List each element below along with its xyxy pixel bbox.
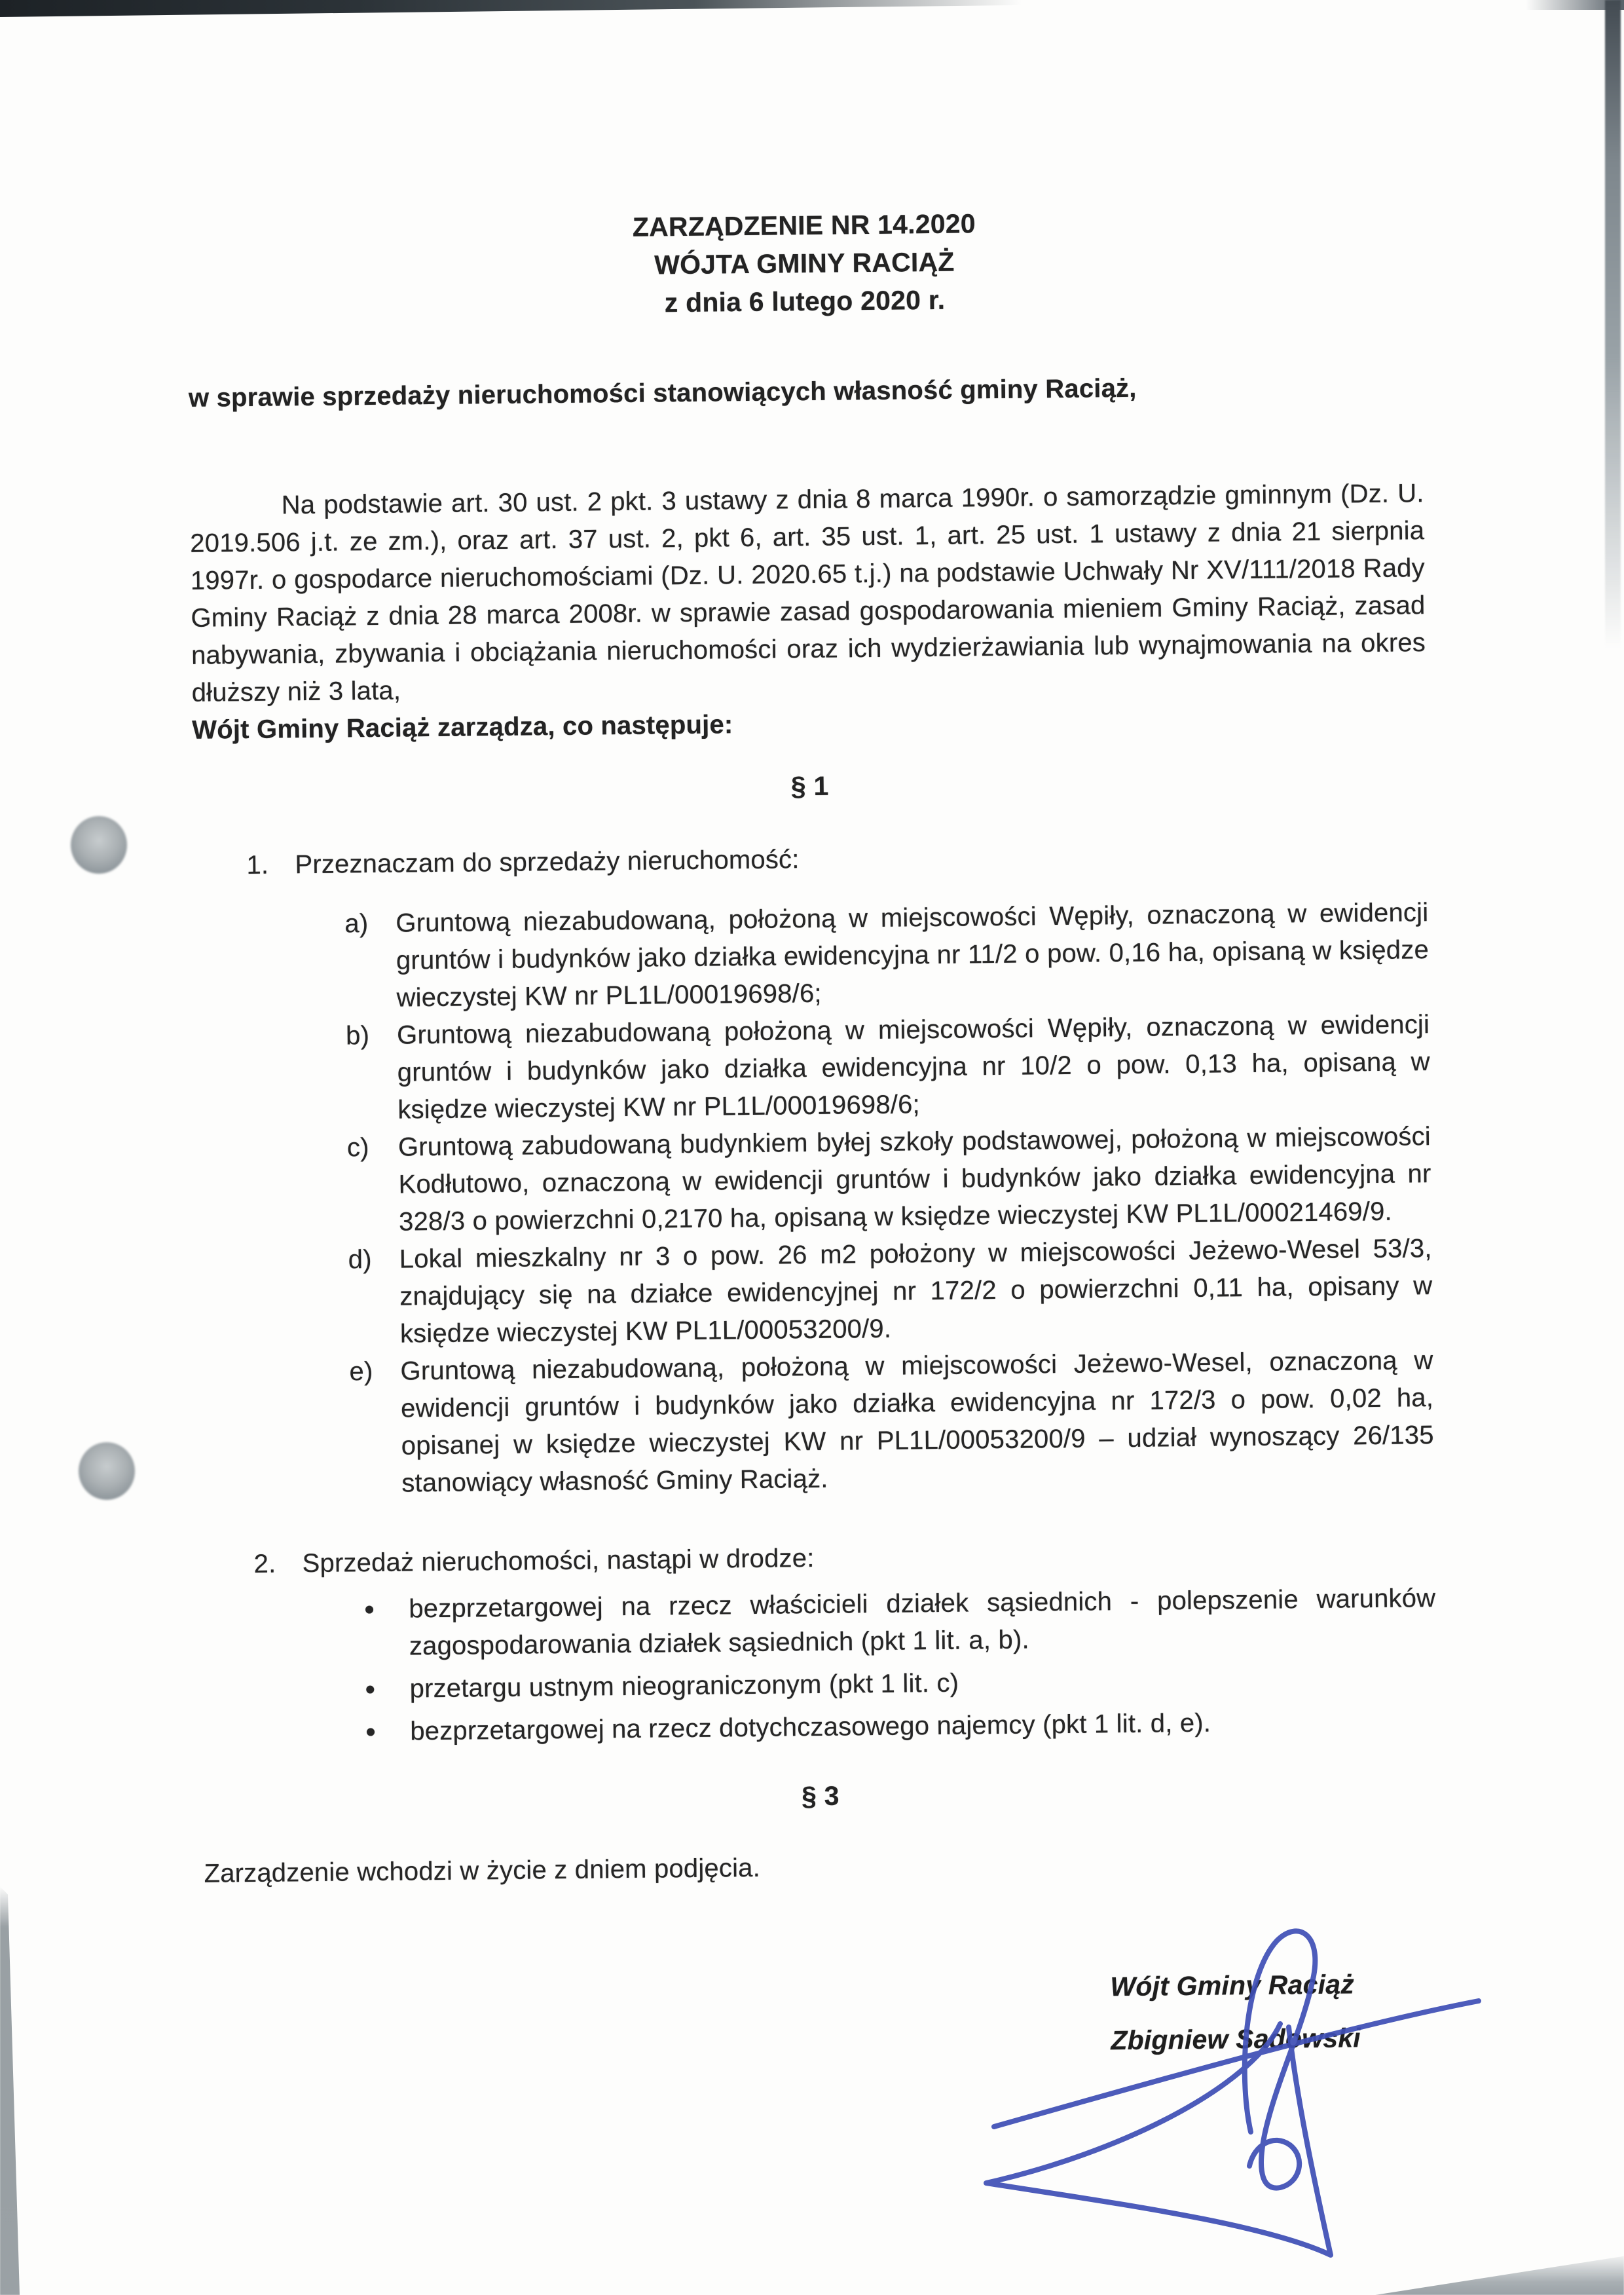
document-body — [187, 200, 1439, 1916]
list-item-e — [198, 1342, 1434, 1504]
point-2-label: 2. — [253, 1549, 276, 1578]
section-1-heading: § 1 — [790, 770, 829, 802]
list-item-a-text: Gruntową niezabudowaną, położoną w miejscowości Wępiły, oznaczoną w ewidencji gruntów i budynków jako działka ewidencyjna nr 11/2 o pow. 0,16 ha, opisaną w księdze wieczystej KW nr PL1L/00019698/6; — [396, 898, 1430, 1013]
list-item-b-text: Gruntową niezabudowaną położoną w miejscowości Wępiły, oznaczoną w ewidencji gruntów i budynków jako działka ewidencyjna nr 10/2 o pow. 0,13 ha, opisaną w księdze wieczystej KW nr PL1L/00019698/6; — [396, 1010, 1430, 1125]
numbered-point-2 — [200, 1533, 1435, 1584]
ordering-clause: Wójt Gminy Raciąż zarządza, co następuje: — [192, 710, 733, 745]
bullet-dot-icon: • — [364, 1594, 375, 1626]
list-item-d-label: d) — [348, 1245, 372, 1275]
list-item-d-text: Lokal mieszkalny nr 3 o pow. 26 m2 położony w miejscowości Jeżewo-Wesel 53/3, znajdujący się na działce ewidencyjnej nr 172/2 o powierzchni 0,11 ha, opisany w księdze wieczystej KW PL1L/00053200/9. — [399, 1234, 1433, 1349]
hole-punch-mark — [71, 816, 127, 874]
signatory-name: Zbigniew Sadowski — [1111, 2023, 1361, 2056]
title-line-authority: WÓJTA GMINY RACIĄŻ — [654, 246, 955, 280]
point-1-label: 1. — [246, 850, 269, 880]
list-item-b — [195, 1006, 1431, 1131]
bullet-item-3 — [202, 1702, 1437, 1753]
list-item-e-text: Gruntową niezabudowaną, położoną w miejscowości Jeżewo-Wesel, oznaczoną w ewidencji gruntów i budynków jako działka ewidencyjna nr 172/3 o pow. 0,02 ha, opisanej w księdze wieczystej KW nr PL1L/00053200/9 – udział wynoszący 26/135 stanowiący własność Gminy Raciąż. — [400, 1346, 1434, 1498]
list-item-e-label: e) — [349, 1357, 373, 1387]
point-1-text: Przeznaczam do sprzedaży nieruchomość: — [295, 845, 800, 880]
point-2-text: Sprzedaż nieruchomości, nastąpi w drodze: — [302, 1543, 815, 1578]
title-line-number: ZARZĄDZENIE NR 14.2020 — [632, 208, 976, 242]
list-item-d — [197, 1230, 1433, 1355]
scan-edge-right — [1605, 0, 1621, 648]
bullet-item-2-text: przetargu ustnym nieograniczonym (pkt 1 lit. c) — [409, 1668, 959, 1704]
list-item-a — [194, 894, 1430, 1019]
bullet-item-1 — [201, 1580, 1436, 1668]
subject-line: w sprawie sprzedaży nieruchomości stanowiących własność gminy Raciąż, — [188, 373, 1137, 413]
bullet-item-3-text: bezprzetargowej na rzecz dotychczasowego najemcy (pkt 1 lit. d, e). — [410, 1708, 1211, 1746]
closing-clause: Zarządzenie wchodzi w życie z dniem podjęcia. — [204, 1853, 761, 1888]
title-line-date: z dnia 6 lutego 2020 r. — [664, 284, 946, 318]
list-item-a-label: a) — [344, 909, 369, 939]
letter-list — [194, 894, 1434, 1504]
section-3-heading: § 3 — [801, 1780, 840, 1812]
bullet-dot-icon: • — [365, 1673, 376, 1706]
list-item-c-text: Gruntową zabudowaną budynkiem byłej szkoły podstawowej, położoną w miejscowości Kodłutowo, oznaczoną w ewidencji gruntów i budynków jako działka ewidencyjna nr 328/3 o powierzchni 0,2170 ha, opisaną w księdze wieczystej KW PL1L/00021469/9. — [397, 1122, 1431, 1237]
signature-ink — [923, 1916, 1486, 2273]
numbered-point-1 — [193, 834, 1428, 885]
document-title — [187, 200, 1422, 327]
list-item-c-label: c) — [346, 1133, 369, 1163]
list-item-b-label: b) — [345, 1021, 370, 1051]
list-item-c — [196, 1118, 1432, 1243]
signatory-role: Wójt Gminy Raciąż — [1110, 1969, 1355, 2002]
preamble-paragraph: Na podstawie art. 30 ust. 2 pkt. 3 ustawy z dnia 8 marca 1990r. o samorządzie gminnym (Dz. U. 2019.506 j.t. ze zm.), oraz art. 37 ust. 2, pkt 6, art. 35 ust. 1, art. 25 ust. 1 ustawy z dnia 21 sierpnia 1997r. o gospodarce nieruchomościami (Dz. U. 2020.65 t.j.) na podstawie Uchwały Nr XV/111/2018 Rady Gminy Raciąż z dnia 28 marca 2008r. w sprawie zasad gospodarowania mieniem Gminy Raciąż, zasad nabywania, zbywania i obciążania nieruchomości oraz ich wydzierżawiania lub wynajmowania na okres dłuższy niż 3 lata, — [190, 479, 1426, 707]
bullet-item-2 — [202, 1660, 1436, 1710]
bullet-item-1-text: bezprzetargowej na rzecz właścicieli działek sąsiednich - polepszenie warunków zagospodarowania działek sąsiednich (pkt 1 lit. a, b). — [409, 1584, 1436, 1661]
bullet-dot-icon: • — [365, 1716, 377, 1749]
bullet-list — [201, 1580, 1437, 1753]
hole-punch-mark — [79, 1442, 135, 1500]
